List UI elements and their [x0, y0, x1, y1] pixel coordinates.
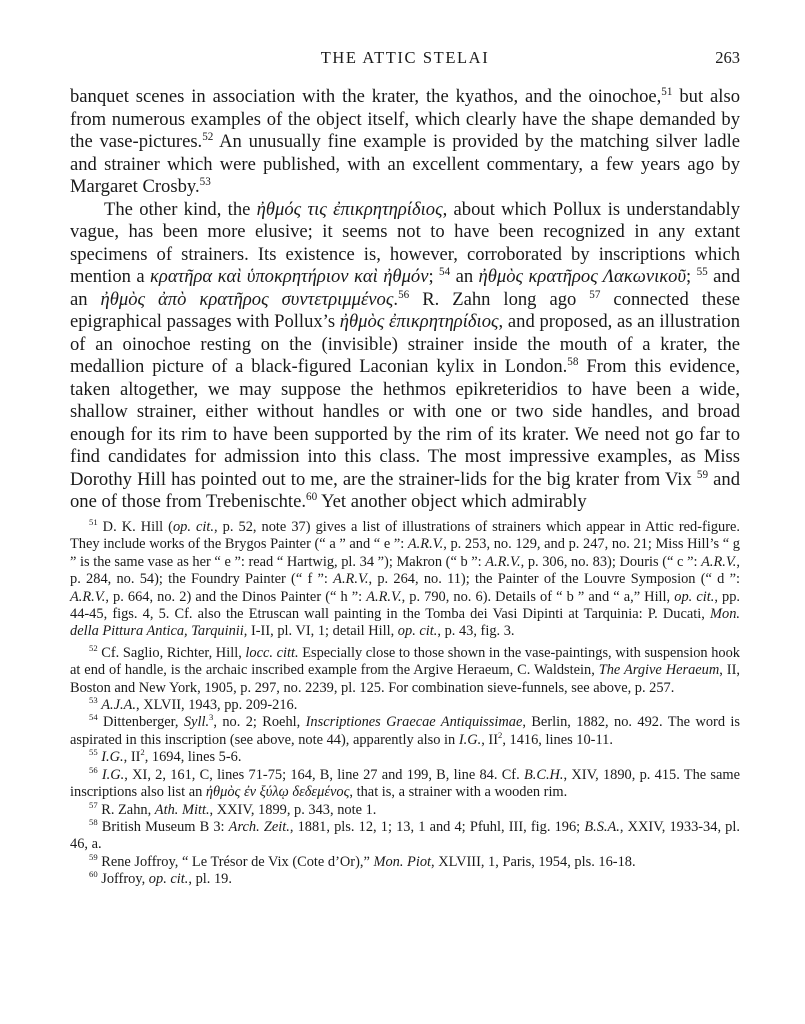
text-run: , XIV, 1890, p. 415. The same inscriptions also list an [70, 766, 740, 801]
footnote-59 [70, 851, 740, 871]
superscript: 2 [140, 747, 145, 758]
text-run: , pl. 19. [188, 871, 232, 888]
text-run: and an [70, 266, 740, 310]
footnote-ref-51: 51 [661, 85, 673, 98]
text-run: D. K. Hill ( [97, 519, 173, 535]
text-run: Dittenberger, [97, 714, 184, 731]
footnote-ref-60: 60 [306, 490, 318, 503]
text-run: , p. 306, no. 83); Douris (“ c ”: [520, 553, 702, 570]
footnote-53 [70, 697, 740, 714]
italic-run: op. cit. [397, 623, 438, 640]
text-run: , 1881, pls. 12, 1; 13, 1 and 4; Pfuhl, III, fig. 196; [289, 818, 585, 835]
footnote-ref-57: 57 [589, 288, 601, 301]
italic-run: I.G. [458, 731, 482, 748]
footnotes [70, 519, 740, 889]
italic-run: A.J.A. [101, 697, 136, 714]
text-run: Cf. Saglio, Richter, Hill, [97, 644, 246, 661]
text-run: , II [481, 731, 499, 748]
text-run: , XI, 2, 161, C, lines 71-75; 164, B, line 27 and 199, B, line 84. Cf. [124, 766, 524, 783]
text-run: Joffroy, [97, 871, 149, 888]
text-run: , that is, a strainer with a wooden rim. [349, 784, 568, 801]
text-run: , p. 253, no. 129, and p. 247, no. 21; Miss Hill’s “ g ” is the same vase as her “ e ”: read “ Hartwig, pl. 34 ”); Makron (“ b ”: [70, 536, 740, 570]
italic-run: Ath. Mitt. [154, 801, 210, 818]
italic-run: B.C.H. [523, 766, 564, 783]
text-run: , XXIV, 1933-34, pl. 46, a. [70, 818, 740, 853]
text-run: Yet another object which admirably [317, 491, 587, 512]
text-run: , p. 790, no. 6). Details of “ b ” and “ a,” Hill, [401, 588, 675, 605]
italic-run: op. cit. [148, 871, 189, 888]
italic-run: A.R.V. [70, 588, 106, 605]
text-run: An unusually fine example is provided by the matching silver ladle and strainer which were published, with an excellent commentary, a few years ago by Margaret Crosby. [70, 131, 741, 197]
greek-phrase: ἠθμὸς ἐπικρητηρίδιος [339, 311, 499, 332]
text-run: , 1694, lines 5-6. [144, 749, 242, 766]
text-run: , pp. 44-45, figs. 4, 5. Cf. also the Etruscan wall painting in the Tomba dei Vasi Dipinti at Tarquinia: P. Ducati, [70, 588, 740, 623]
footnote-54 [70, 714, 740, 749]
footnote-number: 58 [89, 817, 98, 828]
italic-run: I.G. [101, 766, 125, 783]
footnote-number: 55 [89, 747, 98, 758]
italic-run: I.G. [101, 749, 124, 766]
text-run: and one of those from Trebenischte. [70, 468, 740, 512]
italic-run: A.R.V. [366, 588, 402, 605]
footnote-52 [70, 645, 740, 697]
text-run: connected these epigraphical passages with Pollux’s [70, 288, 740, 332]
footnote-57 [70, 799, 740, 819]
superscript: 2 [498, 730, 503, 741]
greek-phrase: ἠθμὸς ἀπὸ κρατῆρος συντετριμμένος [100, 288, 394, 310]
page-header [70, 48, 740, 74]
superscript: 3 [209, 712, 214, 723]
italic-run: Arch. Zeit. [228, 818, 290, 835]
text-run: Rene Joffroy, “ Le Trésor de Vix (Cote d’Or),” [97, 853, 374, 870]
footnote-number: 59 [89, 851, 98, 862]
text-run: From this evidence, taken altogether, we may suppose the hethmos epikreteridios to have been a wide, shallow strainer, either without handles or with one or two side handles, and broad enough for its rim to have been supported by the rim of its krater. We need not go far to find candidates for admission into this class. The most impressive examples, as Miss Dorothy Hill has pointed out to me, are the strainer-lids for the big krater from Vix [70, 356, 740, 490]
footnote-ref-56: 56 [398, 288, 410, 301]
footnote-ref-53: 53 [199, 175, 211, 188]
footnote-number: 51 [89, 517, 98, 528]
text-run: The other kind, the [104, 198, 257, 220]
footnote-51 [70, 519, 740, 641]
italic-run: The Argive Heraeum [598, 662, 720, 679]
text-run: , II, Boston and New York, 1905, p. 297, no. 2239, pl. 125. For combination sieve-funnels, see above, p. 257. [70, 662, 740, 696]
text-run: Especially close to those shown in the vase-paintings, with suspension hook at end of handle, is the archaic inscribed example from the Argive Heraeum, C. Waldstein, [70, 644, 740, 679]
footnote-number: 52 [89, 643, 98, 654]
footnote-56 [70, 764, 740, 802]
text-run: , p. 52, note 37) gives a list of illustrations of strainers which appear in Attic red-figure. They include works of the Brygos Painter (“ a ” and “ e ”: [70, 519, 740, 553]
greek-phrase: ἠθμὸς κρατῆρος Λακωνικοῦ [478, 266, 687, 287]
text-run: , about which Pollux is understandably vague, has been more elusive; it seems not to have been recognized in any extant specimens of strainers. Its existence is, however, corroborated by inscriptions which mention a [70, 198, 740, 287]
italic-run: locc. citt. [245, 644, 299, 661]
text-run: banquet scenes in association with the krater, the kyathos, and the oinochoe, [70, 86, 662, 107]
italic-run: B.S.A. [584, 818, 620, 835]
paragraph-2 [70, 199, 740, 514]
main-text [70, 86, 740, 514]
text-run: British Museum B 3: [97, 818, 229, 835]
text-run: , XLVIII, 1, Paris, 1954, pls. 16-18. [431, 853, 636, 870]
footnote-ref-59: 59 [696, 468, 709, 481]
footnote-ref-55: 55 [696, 265, 708, 278]
italic-run: A.R.V. [485, 553, 521, 570]
footnote-ref-54: 54 [439, 265, 451, 278]
greek-phrase: ἠθμός τις ἐπικρητηρίδιος [256, 198, 443, 220]
text-run: ; [686, 266, 697, 287]
text-run: . [393, 288, 399, 310]
footnote-number: 54 [89, 712, 98, 723]
text-run: ; [428, 266, 440, 287]
italic-run: Inscriptiones Graecae Antiquissimae [305, 714, 523, 731]
italic-run: Mon. Piot [373, 853, 432, 870]
greek-phrase: ἠθμὸς ἐν ξύλῳ δεδεμένος [205, 784, 350, 801]
text-run: , p. 264, no. 11); the Painter of the Louvre Symposion (“ d ”: [368, 571, 740, 588]
italic-run: op. cit. [674, 588, 715, 605]
italic-run: A.R.V. [407, 536, 444, 553]
text-run: R. Zahn, [97, 801, 155, 818]
page-number: 263 [715, 48, 740, 67]
text-run: , XXIV, 1899, p. 343, note 1. [209, 801, 377, 818]
footnote-number: 56 [89, 764, 98, 775]
italic-run: Syll. [183, 714, 210, 731]
footnote-number: 60 [89, 869, 98, 880]
text-run: , p. 43, fig. 3. [437, 623, 515, 640]
paragraph-1 [70, 86, 740, 199]
footnote-number: 57 [89, 799, 98, 810]
footnote-55 [70, 749, 740, 766]
text-run: , and proposed, as an illustration of an oinochoe resting on the (invisible) strainer inside the mouth of a krater, the medallion picture of a black-figured Laconian kylix in London. [70, 311, 740, 377]
text-run: , p. 664, no. 2) and the Dinos Painter (“ h ”: [105, 588, 367, 605]
footnote-60 [70, 871, 740, 888]
text-run: , II [123, 749, 141, 766]
text-run: R. Zahn long ago [409, 288, 590, 310]
running-title: THE ATTIC STELAI [320, 48, 490, 67]
greek-phrase: κρατῆρα καὶ ὑποκρητήριον καὶ ἠθμόν [150, 266, 429, 287]
italic-run: A.R.V. [333, 571, 369, 588]
footnote-ref-52: 52 [202, 130, 214, 143]
italic-run: Mon. della Pittura Antica, Tarquinii [70, 606, 740, 640]
text-run: , p. 284, no. 54); the Foundry Painter (“ f ”: [70, 553, 740, 588]
italic-run: A.R.V. [701, 553, 737, 570]
text-run: , 1416, lines 10-11. [502, 731, 613, 748]
text-run: , Berlin, 1882, no. 492. The word is aspirated in this inscription (see above, note 44), apparently also in [70, 714, 740, 748]
text-run: , I-II, pl. VI, 1; detail Hill, [243, 623, 398, 640]
footnote-ref-58: 58 [567, 355, 579, 368]
text-run: , no. 2; Roehl, [213, 714, 306, 731]
text-run: but also from numerous examples of the object itself, which clearly have the shape demanded by the vase-pictures. [70, 86, 741, 152]
footnote-number: 53 [89, 695, 98, 706]
footnote-58 [70, 819, 740, 854]
text-run: an [450, 266, 479, 287]
italic-run: op. cit. [172, 519, 215, 535]
text-run: , XLVII, 1943, pp. 209-216. [136, 697, 298, 714]
